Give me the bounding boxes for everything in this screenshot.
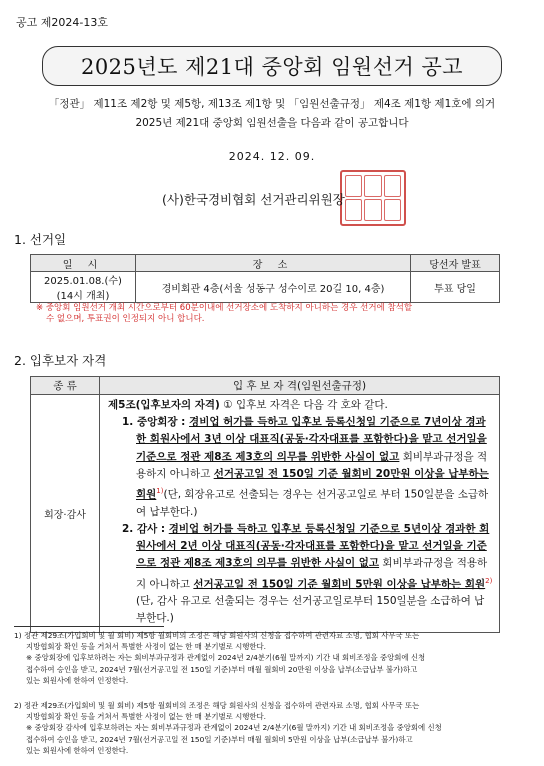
header-place: 장 소 — [136, 255, 411, 272]
qualification-item-president: 1. 중앙회장 : 경비업 허가를 득하고 입후보 등록신청일 기준으로 7년이상 경과한 회원사에서 3년 이상 대표직(공동·각자대표를 포함한다)을 맡고 선거일을 기준으로 정관 제8조 제3호의 의무를 위반한 사실이 없고 회비부과규정을 적용하지 아니하고 선거공고일 전 150일 기준 월회비 20만원 이상을 납부하는 회원$^{1)}$(단, 회장유고로 선출되는 경우는 선거공고일로 부터 150일분을 소급하여 납부한다.) — [122, 416, 489, 518]
seal-stamp-icon — [340, 170, 406, 226]
notice-date: 2024. 12. 09. — [228, 150, 316, 163]
cell-qualification — [100, 395, 500, 633]
datetime-line-1: 2025.01.08.(수) — [44, 276, 122, 287]
section-qualification-title: 2. 입후보자 자격 — [14, 353, 107, 368]
section-election-date-title: 1. 선거일 — [14, 232, 67, 247]
notice-number: 공고 제2024-13호 — [16, 16, 108, 29]
article-heading: 제5조(입후보자의 자격) ① 입후보 자격은 다음 각 호와 같다. — [108, 399, 388, 411]
table-header-row — [31, 377, 500, 395]
header-qualification: 입 후 보 자 격(임원선출규정) — [100, 377, 500, 395]
header-datetime: 일 시 — [31, 255, 136, 272]
intro-line-1: 「정관」 제11조 제2항 및 제5항, 제13조 제1항 및 「임원선출규정」 제4조 제1항 제1호에 의거 — [48, 98, 496, 110]
qualification-item-auditor: 2. 감사 : 경비업 허가를 득하고 입후보 등록신청일 기준으로 5년이상 경과한 회원사에서 2년 이상 대표직(공동·각자대표를 포함한다)을 맡고 선거일을 기준으로 정관 제8조 제3호의 의무를 위반한 사실이 없고 회비부과규정을 적용하지 아니하고 선거공고일 전 150일 기준 월회비 5만원 이상을 납부하는 회원$^{2)}$(단, 감사 유고로 선출되는 경우는 선거공고일로부터 150일분을 소급하여 납부한다.) — [122, 522, 493, 625]
cell-announce: 투표 당일 — [411, 272, 500, 303]
header-announce: 당선자 발표 — [411, 255, 500, 272]
table-row — [31, 272, 500, 303]
organization-name: (사)한국경비협회 선거관리위원장 — [162, 192, 345, 207]
table-header-row — [31, 255, 500, 272]
qualification-table — [30, 376, 500, 633]
cell-datetime — [31, 272, 136, 303]
election-date-table — [30, 254, 500, 303]
election-remark: ※ 중앙회 임원선거 개최 시간으로부터 60분이내에 선거장소에 도착하지 아니하는 경우 선거에 참석할 수 없으며, 투표권이 인정되지 아니 합니다. — [36, 303, 413, 324]
cell-place: 경비회관 4층(서울 성동구 성수이로 20길 10, 4층) — [136, 272, 411, 303]
header-kind: 종 류 — [31, 377, 100, 395]
table-row — [31, 395, 500, 633]
footnote-2: 2) 정관 제29조(가입회비 및 월 회비) 제5항 월회비의 조정은 해당 회원사의 신청을 접수하여 관련자료 소명, 협회 사무국 또는 지방협회장 확인 등을 거쳐서 특별한 사정이 없는 한 매 분기별로 시행한다. ※ 중앙회장 감사에 입후보하려는 자는 회비부과규정과 관계없이 2024년 2/4분기(6월 말까지) 기간 내 회비조정을 중앙회에 신청 접수하여 승인을 받고, 2024년 7월(선거공고일 전 150일 기준)부터 매월 월회비 5만원 이상을 납부(소급납부 불가)하고 있는 회원사에 한하여 인정한다. — [14, 701, 442, 755]
cell-kind: 회장·감사 — [31, 395, 100, 633]
datetime-line-2: (14시 개최) — [56, 291, 110, 302]
footnote-divider — [14, 626, 164, 627]
page-title: 2025년도 제21대 중앙회 임원선거 공고 — [80, 55, 464, 79]
footnote-1: 1) 정관 제29조(가입회비 및 월 회비) 제5항 월회비의 조정은 해당 회원사의 신청을 접수하여 관련자료 소명, 협회 사무국 또는 지방협회장 확인 등을 거쳐서 특별한 사정이 없는 한 매 분기별로 시행한다. ※ 중앙회장에 입후보하려는 자는 회비부과규정과 관계없이 2024년 2/4분기(6월 말까지) 기간 내 회비조정을 중앙회에 신청 접수하여 승인을 받고, 2024년 7월(선거공고일 전 150일 기준)부터 매월 월회비 20만원 이상을 납부(소급납부 불가)하고 있는 회원사에 한하여 인정한다. — [14, 631, 426, 685]
intro-line-2: 2025년 제21대 중앙회 임원선출을 다음과 같이 공고합니다 — [135, 117, 409, 129]
page-title-box — [42, 46, 502, 86]
